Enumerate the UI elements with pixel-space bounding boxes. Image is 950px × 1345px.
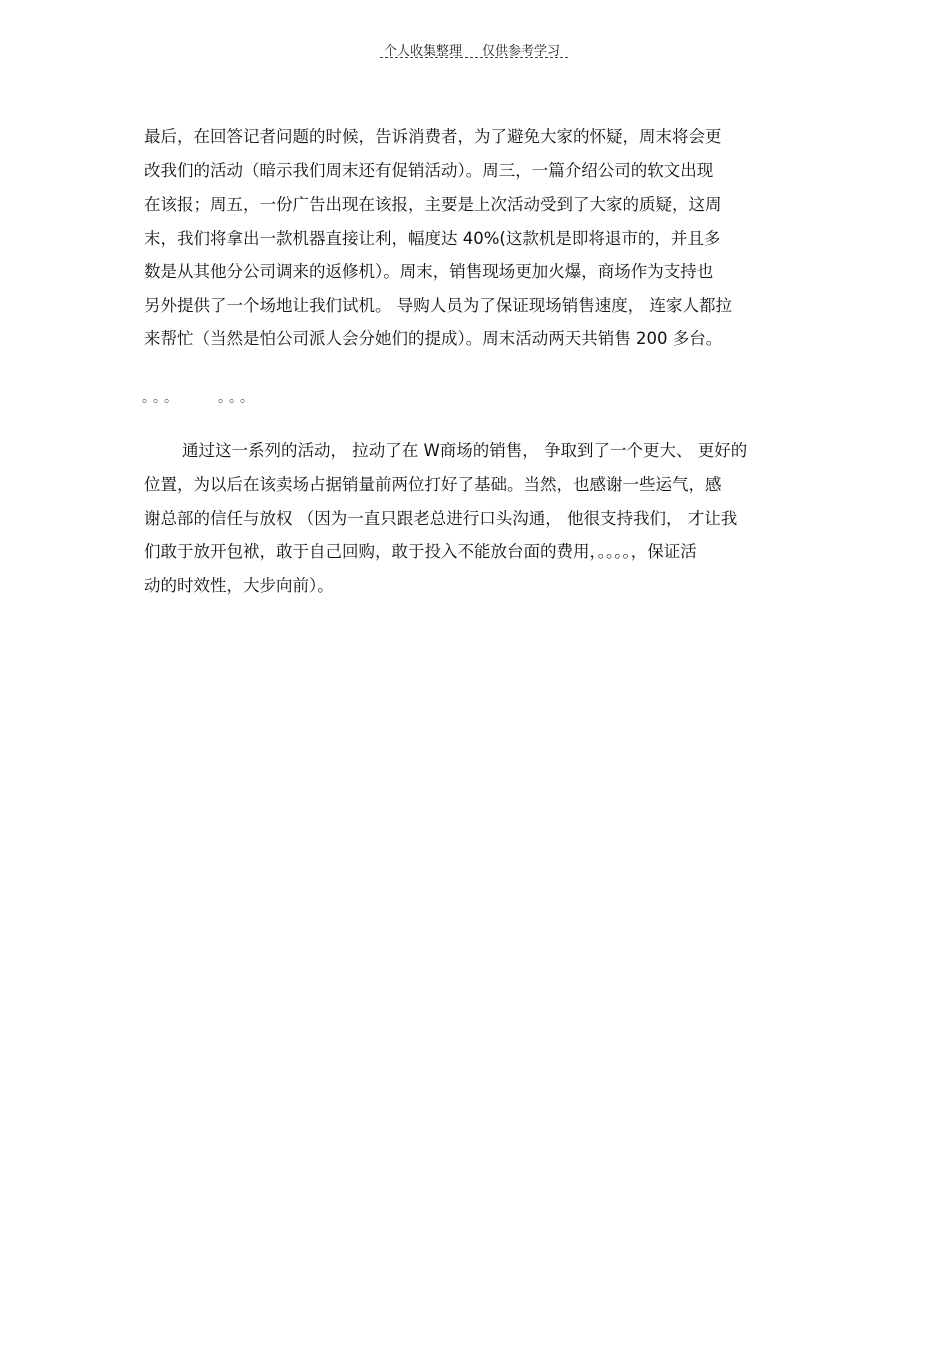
paragraph-2-line: 们敢于放开包袱，敢于自己回购，敢于投入不能放台面的费用，。。。。，保证活: [144, 542, 697, 561]
paragraph-1-line: 末，我们将拿出一款机器直接让利，幅度达 40%(这款机是即将退市的，并且多: [144, 229, 721, 248]
header-dashed-rule: [380, 57, 568, 58]
paragraph-2-line: 谢总部的信任与放权 （因为一直只跟老总进行口头沟通， 他很支持我们， 才让我: [144, 509, 738, 528]
paragraph-1-line: 另外提供了一个场地让我们试机。 导购人员为了保证现场销售速度， 连家人都拉: [144, 296, 732, 315]
paragraph-1-line: 在该报；周五，一份广告出现在该报，主要是上次活动受到了大家的质疑，这周: [144, 195, 722, 214]
header-right-text: 仅供参考学习: [482, 44, 561, 59]
paragraph-2-line: 位置，为以后在该卖场占据销量前两位打好了基础。当然，也感谢一些运气，感: [144, 475, 722, 494]
ellipsis-right: 。。。: [218, 390, 258, 406]
header-left-text: 个人收集整理: [384, 44, 463, 59]
paragraph-2-line: 通过这一系列的活动， 拉动了在 W商场的销售， 争取到了一个更大、 更好的: [182, 441, 748, 460]
paragraph-1-line: 数是从其他分公司调来的返修机）。周末，销售现场更加火爆，商场作为支持也: [144, 262, 714, 281]
paragraph-2-line: 动的时效性，大步向前）。: [144, 576, 334, 595]
paragraph-1-line: 改我们的活动（暗示我们周末还有促销活动）。周三，一篇介绍公司的软文出现: [144, 161, 714, 180]
page-header: [380, 38, 568, 60]
paragraph-1-line: 来帮忙（当然是怕公司派人会分她们的提成）。周末活动两天共销售 200 多台。: [144, 329, 723, 348]
paragraph-1-line: 最后，在回答记者问题的时候，告诉消费者，为了避免大家的怀疑，周末将会更: [144, 127, 722, 146]
ellipsis-left: 。。。: [142, 390, 182, 406]
